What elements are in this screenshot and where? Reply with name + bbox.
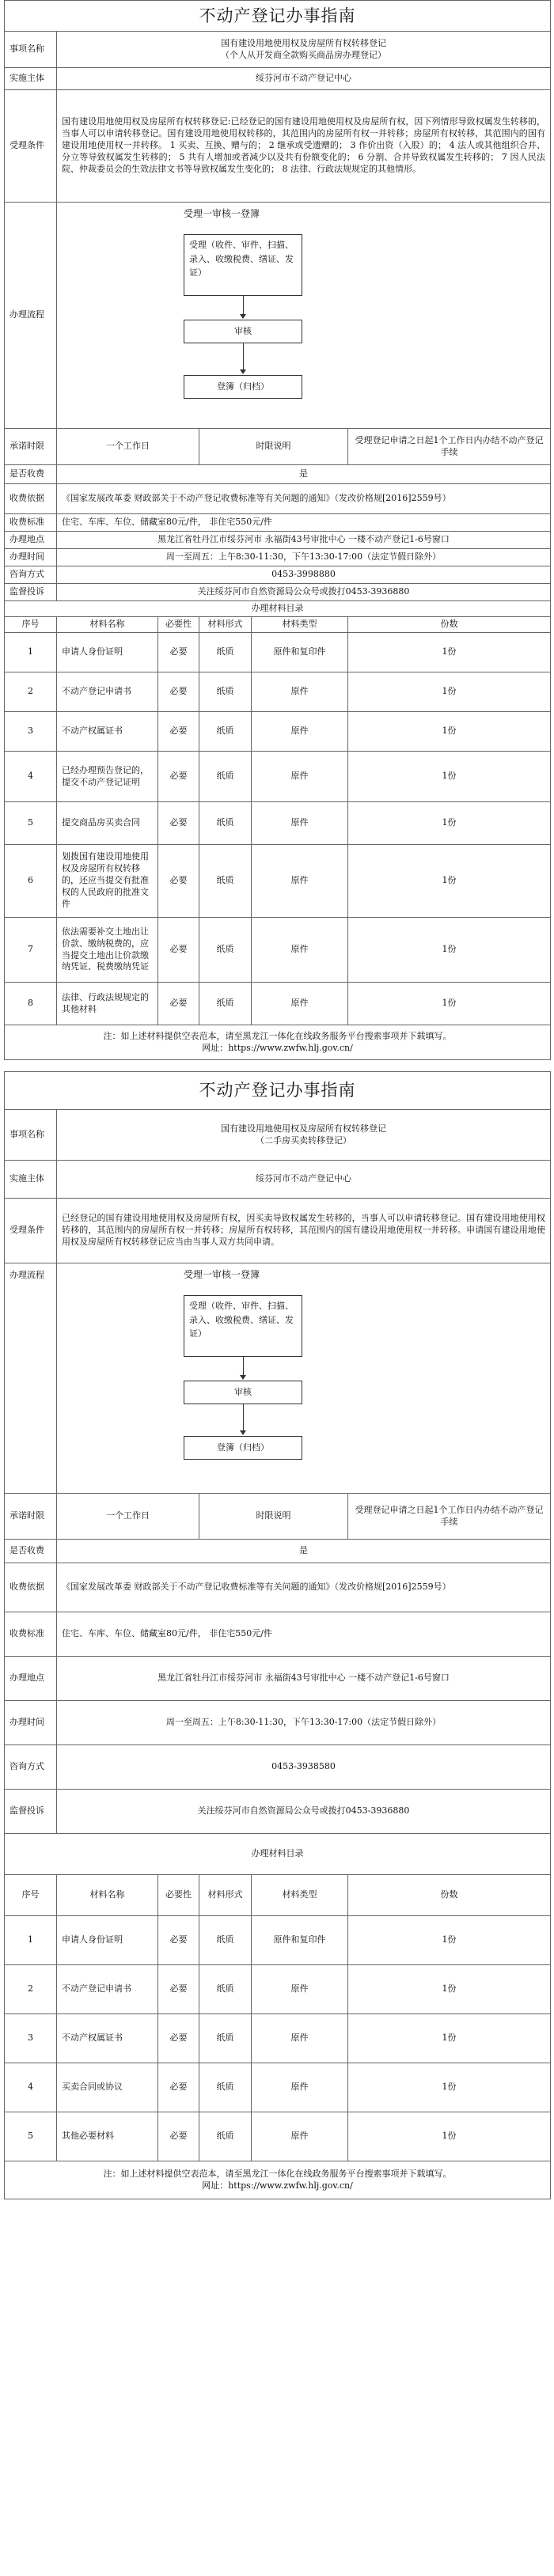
flow-cell xyxy=(57,1263,551,1494)
material-row xyxy=(5,1916,551,1965)
flow-step-register: 登簿（归档） xyxy=(184,1436,302,1460)
material-need: 必要 xyxy=(158,983,199,1025)
flow-step-review: 审核 xyxy=(184,320,302,343)
material-no: 3 xyxy=(5,712,57,752)
material-name: 买卖合同或协议 xyxy=(57,2063,158,2112)
hours-label: 办理时间 xyxy=(5,549,57,566)
material-form: 纸质 xyxy=(199,672,252,712)
footnote-text: 注：如上述材料提供空表范本，请至黑龙江一体化在线政务服务平台搜索事项并下载填写。 xyxy=(103,1030,452,1041)
time-note-label: 时限说明 xyxy=(199,429,348,465)
material-row xyxy=(5,2063,551,2112)
material-count: 1份 xyxy=(348,2112,551,2161)
address-value: 黑龙江省牡丹江市绥芬河市 永福街43号审批中心 一楼不动产登记1-6号窗口 xyxy=(57,1657,551,1701)
material-count: 1份 xyxy=(348,633,551,672)
material-name: 申请人身份证明 xyxy=(57,1916,158,1965)
material-name: 不动产权属证书 xyxy=(57,712,158,752)
item-name-subtitle: （二手房买卖转移登记） xyxy=(256,1135,351,1146)
material-need: 必要 xyxy=(158,672,199,712)
material-name: 法律、行政法规规定的其他材料 xyxy=(57,983,158,1025)
material-type: 原件 xyxy=(252,712,348,752)
footnote-url: 网址：https://www.zwfw.hlj.gov.cn/ xyxy=(202,1042,353,1053)
material-type: 原件 xyxy=(252,2014,348,2063)
material-type: 原件 xyxy=(252,752,348,802)
fee-question-label: 是否收费 xyxy=(5,1540,57,1563)
col-header-form: 材料形式 xyxy=(199,1875,252,1916)
material-name: 申请人身份证明 xyxy=(57,633,158,672)
conditions-label: 受理条件 xyxy=(5,90,57,203)
material-no: 7 xyxy=(5,918,57,983)
material-row xyxy=(5,2014,551,2063)
material-row xyxy=(5,983,551,1025)
item-name-value xyxy=(57,32,551,68)
material-count: 1份 xyxy=(348,845,551,918)
material-need: 必要 xyxy=(158,2112,199,2161)
material-need: 必要 xyxy=(158,2063,199,2112)
material-row xyxy=(5,633,551,672)
material-row xyxy=(5,712,551,752)
material-form: 纸质 xyxy=(199,1965,252,2014)
fee-basis-value: 《国家发展改革委 财政部关于不动产登记收费标准等有关问题的通知》（发改价格规[2016]2559号） xyxy=(57,1563,551,1612)
material-count: 1份 xyxy=(348,672,551,712)
supervise-label: 监督投诉 xyxy=(5,584,57,601)
guide-title: 不动产登记办事指南 xyxy=(5,1,551,32)
footnote-url: 网址：https://www.zwfw.hlj.gov.cn/ xyxy=(202,2180,353,2191)
fee-basis-value: 《国家发展改革委 财政部关于不动产登记收费标准等有关问题的通知》（发改价格规[2016]2559号） xyxy=(57,484,551,514)
hours-value: 周一至周五：上午8:30-11:30，下午13:30-17:00（法定节假日除外） xyxy=(57,549,551,566)
guide-2-table xyxy=(4,1071,551,2199)
col-header-form: 材料形式 xyxy=(199,617,252,633)
material-need: 必要 xyxy=(158,1916,199,1965)
material-count: 1份 xyxy=(348,2063,551,2112)
col-header-type: 材料类型 xyxy=(252,1875,348,1916)
material-type: 原件 xyxy=(252,2112,348,2161)
material-no: 8 xyxy=(5,983,57,1025)
time-note-value: 受理登记申请之日起1个工作日内办结不动产登记手续 xyxy=(348,1494,551,1540)
footnote-text: 注：如上述材料提供空表范本，请至黑龙江一体化在线政务服务平台搜索事项并下载填写。 xyxy=(103,2168,452,2179)
address-label: 办理地点 xyxy=(5,1657,57,1701)
flow-step-review: 审核 xyxy=(184,1381,302,1404)
material-count: 1份 xyxy=(348,918,551,983)
fee-basis-label: 收费依据 xyxy=(5,1563,57,1612)
col-header-count: 份数 xyxy=(348,1875,551,1916)
flow-connector xyxy=(243,1404,244,1431)
time-limit-value: 一个工作日 xyxy=(57,429,199,465)
consult-value: 0453-3998880 xyxy=(57,566,551,584)
material-no: 4 xyxy=(5,2063,57,2112)
material-no: 2 xyxy=(5,672,57,712)
time-note-label: 时限说明 xyxy=(199,1494,348,1540)
material-name: 划拨国有建设用地使用权及房屋所有权转移的，还应当提交有批准权的人民政府的批准文件 xyxy=(57,845,158,918)
flow-arrow-icon xyxy=(240,369,246,374)
material-no: 5 xyxy=(5,802,57,845)
col-header-count: 份数 xyxy=(348,617,551,633)
material-form: 纸质 xyxy=(199,2112,252,2161)
consult-label: 咨询方式 xyxy=(5,566,57,584)
material-type: 原件 xyxy=(252,672,348,712)
flow-arrow-icon xyxy=(240,1430,246,1435)
material-name: 不动产权属证书 xyxy=(57,2014,158,2063)
entity-label: 实施主体 xyxy=(5,1161,57,1199)
material-need: 必要 xyxy=(158,918,199,983)
flow-arrow-icon xyxy=(240,314,246,319)
consult-value: 0453-3938580 xyxy=(57,1745,551,1790)
item-name-label: 事项名称 xyxy=(5,1110,57,1161)
col-header-type: 材料类型 xyxy=(252,617,348,633)
material-type: 原件 xyxy=(252,918,348,983)
material-form: 纸质 xyxy=(199,983,252,1025)
material-no: 4 xyxy=(5,752,57,802)
hours-value: 周一至周五：上午8:30-11:30，下午13:30-17:00（法定节假日除外） xyxy=(57,1701,551,1745)
col-header-name: 材料名称 xyxy=(57,617,158,633)
material-type: 原件 xyxy=(252,983,348,1025)
material-type: 原件 xyxy=(252,802,348,845)
address-value: 黑龙江省牡丹江市绥芬河市 永福街43号审批中心 一楼不动产登记1-6号窗口 xyxy=(57,532,551,549)
supervise-value: 关注绥芬河市自然资源局公众号或拨打0453-3936880 xyxy=(57,1790,551,1834)
flow-connector xyxy=(243,1357,244,1376)
fee-standard-label: 收费标准 xyxy=(5,1612,57,1657)
flow-header: 受理一审核一登簿 xyxy=(184,208,260,219)
fee-standard-value: 住宅、车库、车位、储藏室80元/件， 非住宅550元/件 xyxy=(57,514,551,532)
col-header-no: 序号 xyxy=(5,1875,57,1916)
material-type: 原件 xyxy=(252,2063,348,2112)
material-type: 原件和复印件 xyxy=(252,633,348,672)
material-form: 纸质 xyxy=(199,845,252,918)
material-count: 1份 xyxy=(348,1965,551,2014)
flow-connector xyxy=(243,296,244,315)
material-count: 1份 xyxy=(348,983,551,1025)
fee-question-label: 是否收费 xyxy=(5,465,57,484)
footnote xyxy=(5,1025,551,1060)
flow-connector xyxy=(243,343,244,370)
material-name: 已经办理预告登记的，提交不动产登记证明 xyxy=(57,752,158,802)
material-row xyxy=(5,672,551,712)
material-need: 必要 xyxy=(158,802,199,845)
time-limit-value: 一个工作日 xyxy=(57,1494,199,1540)
fee-basis-label: 收费依据 xyxy=(5,484,57,514)
time-limit-label: 承诺时限 xyxy=(5,1494,57,1540)
hours-label: 办理时间 xyxy=(5,1701,57,1745)
consult-label: 咨询方式 xyxy=(5,1745,57,1790)
material-form: 纸质 xyxy=(199,2014,252,2063)
material-no: 5 xyxy=(5,2112,57,2161)
material-name: 依法需要补交土地出让价款、缴纳税费的，应当提交土地出让价款缴纳凭证、税费缴纳凭证 xyxy=(57,918,158,983)
flow-diagram xyxy=(57,203,550,428)
material-need: 必要 xyxy=(158,712,199,752)
flow-diagram xyxy=(57,1263,550,1493)
conditions-label: 受理条件 xyxy=(5,1199,57,1263)
fee-question-value: 是 xyxy=(57,465,551,484)
material-form: 纸质 xyxy=(199,802,252,845)
flow-label: 办理流程 xyxy=(5,203,57,429)
material-need: 必要 xyxy=(158,2014,199,2063)
flow-label: 办理流程 xyxy=(5,1263,57,1494)
conditions-value: 国有建设用地使用权及房屋所有权转移登记:已经登记的国有建设用地使用权及房屋所有权，因下列情形导致权属发生转移的，当事人可以申请转移登记。国有建设用地使用权转移的，其范围内的房屋所有权一并转移；房屋所有权转移，其范围内的国有建设用地使用权一并转移。 1 买卖、互换、赠与的； 2 继承或受遗赠的； 3 作价出资（入股）的； 4 法人或其他组织合并、分立等导致权属发生转移的； 5 共有人增加或者减少以及共有份额变化的； 6 分割、合并导致权属发生转移的； 7 因人民法院、仲裁委员会的生效法律文书等导致权属发生变化的； 8 法律、行政法规规定的其他情形。 xyxy=(57,90,551,203)
material-form: 纸质 xyxy=(199,752,252,802)
guide-1 xyxy=(4,0,550,1060)
material-count: 1份 xyxy=(348,1916,551,1965)
material-name: 其他必要材料 xyxy=(57,2112,158,2161)
materials-list xyxy=(5,633,551,1025)
col-header-need: 必要性 xyxy=(158,1875,199,1916)
material-no: 2 xyxy=(5,1965,57,2014)
material-row xyxy=(5,752,551,802)
address-label: 办理地点 xyxy=(5,532,57,549)
flow-step-accept: 受理（收件、审件、扫描、录入、收缴税费、缮证、发证） xyxy=(184,234,302,296)
supervise-value: 关注绥芬河市自然资源局公众号或拨打0453-3936880 xyxy=(57,584,551,601)
material-no: 3 xyxy=(5,2014,57,2063)
material-need: 必要 xyxy=(158,845,199,918)
material-form: 纸质 xyxy=(199,712,252,752)
flow-header: 受理一审核一登簿 xyxy=(184,1269,260,1280)
material-no: 1 xyxy=(5,1916,57,1965)
material-no: 1 xyxy=(5,633,57,672)
item-name-text: 国有建设用地使用权及房屋所有权转移登记 xyxy=(221,37,386,48)
material-row xyxy=(5,918,551,983)
entity-value: 绥芬河市不动产登记中心 xyxy=(57,68,551,90)
material-row xyxy=(5,2112,551,2161)
fee-question-value: 是 xyxy=(57,1540,551,1563)
fee-standard-label: 收费标准 xyxy=(5,514,57,532)
material-type: 原件 xyxy=(252,845,348,918)
flow-arrow-icon xyxy=(240,1375,246,1380)
material-count: 1份 xyxy=(348,712,551,752)
col-header-need: 必要性 xyxy=(158,617,199,633)
material-name: 提交商品房买卖合同 xyxy=(57,802,158,845)
materials-title: 办理材料目录 xyxy=(5,601,551,617)
material-no: 6 xyxy=(5,845,57,918)
item-name-label: 事项名称 xyxy=(5,32,57,68)
flow-step-register: 登簿（归档） xyxy=(184,375,302,399)
conditions-value: 已经登记的国有建设用地使用权及房屋所有权，因买卖导致权属发生转移的，当事人可以申请转移登记。国有建设用地使用权转移的，其范围内的房屋所有权一并转移；房屋所有权转移，其范围内的国有建设用地使用权一并转移。申请国有建设用地使用权及房屋所有权转移登记应当由当事人双方共同申请。 xyxy=(57,1199,551,1263)
col-header-no: 序号 xyxy=(5,617,57,633)
material-form: 纸质 xyxy=(199,2063,252,2112)
guide-2 xyxy=(4,1071,550,2199)
time-note-value: 受理登记申请之日起1个工作日内办结不动产登记手续 xyxy=(348,429,551,465)
materials-list xyxy=(5,1916,551,2161)
material-count: 1份 xyxy=(348,2014,551,2063)
material-count: 1份 xyxy=(348,802,551,845)
fee-standard-value: 住宅、车库、车位、储藏室80元/件， 非住宅550元/件 xyxy=(57,1612,551,1657)
guide-1-table xyxy=(4,0,551,1060)
guide-title: 不动产登记办事指南 xyxy=(5,1072,551,1110)
flow-cell xyxy=(57,203,551,429)
material-need: 必要 xyxy=(158,752,199,802)
material-row xyxy=(5,845,551,918)
material-row xyxy=(5,802,551,845)
material-type: 原件 xyxy=(252,1965,348,2014)
supervise-label: 监督投诉 xyxy=(5,1790,57,1834)
item-name-subtitle: （个人从开发商全款购买商品房办理登记） xyxy=(221,49,386,60)
materials-title: 办理材料目录 xyxy=(5,1834,551,1875)
flow-step-accept: 受理（收件、审件、扫描、录入、收缴税费、缮证、发证） xyxy=(184,1295,302,1357)
col-header-name: 材料名称 xyxy=(57,1875,158,1916)
material-name: 不动产登记申请书 xyxy=(57,672,158,712)
material-name: 不动产登记申请书 xyxy=(57,1965,158,2014)
entity-value: 绥芬河市不动产登记中心 xyxy=(57,1161,551,1199)
material-form: 纸质 xyxy=(199,1916,252,1965)
material-need: 必要 xyxy=(158,633,199,672)
material-type: 原件和复印件 xyxy=(252,1916,348,1965)
material-form: 纸质 xyxy=(199,633,252,672)
entity-label: 实施主体 xyxy=(5,68,57,90)
item-name-value xyxy=(57,1110,551,1161)
material-row xyxy=(5,1965,551,2014)
material-count: 1份 xyxy=(348,752,551,802)
material-form: 纸质 xyxy=(199,918,252,983)
material-need: 必要 xyxy=(158,1965,199,2014)
time-limit-label: 承诺时限 xyxy=(5,429,57,465)
footnote xyxy=(5,2161,551,2199)
item-name-text: 国有建设用地使用权及房屋所有权转移登记 xyxy=(221,1123,386,1134)
